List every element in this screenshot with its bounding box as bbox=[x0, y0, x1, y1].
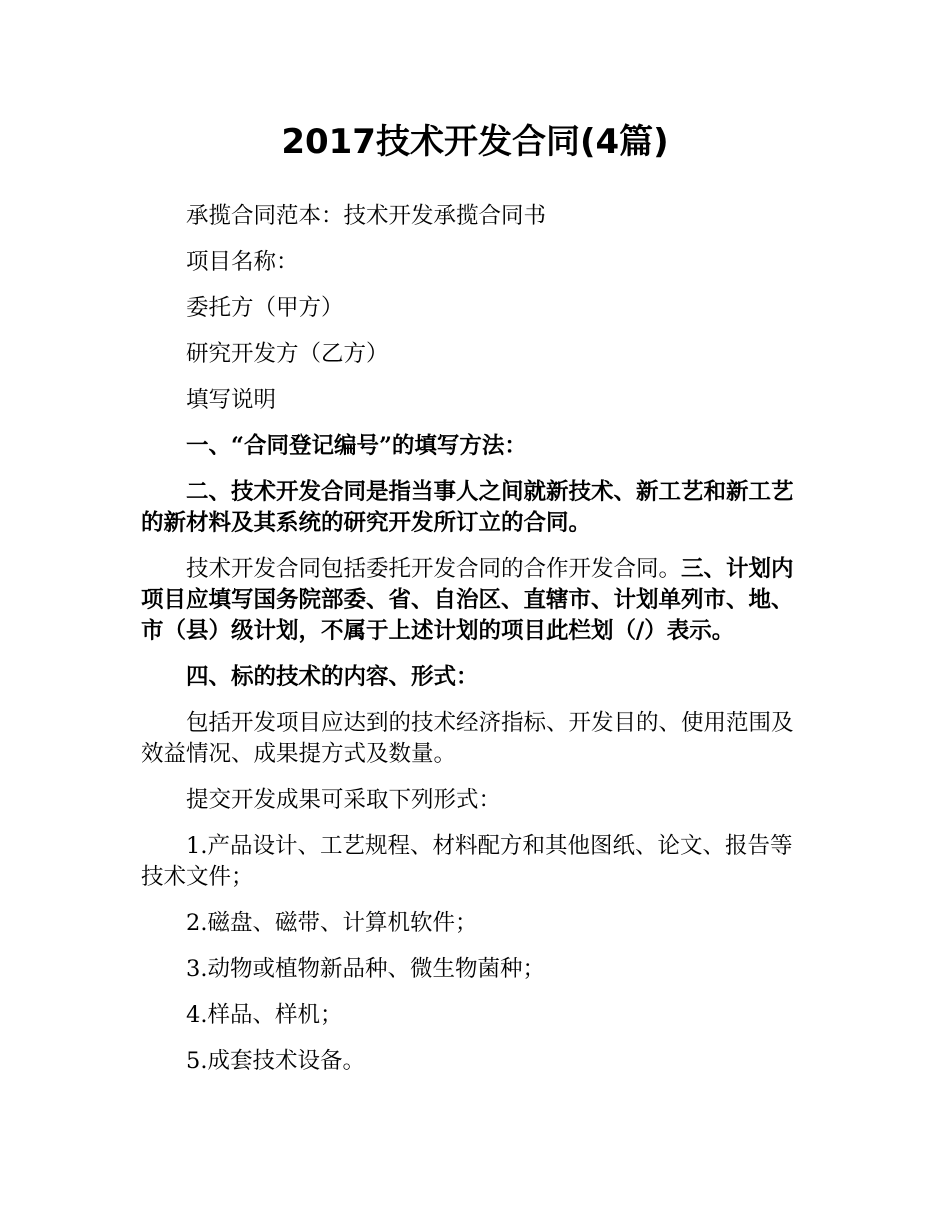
paragraph-result-forms: 提交开发成果可采取下列形式： bbox=[186, 787, 502, 813]
paragraph-party-a: 委托方（甲方） bbox=[186, 295, 344, 321]
section-heading-4: 四、标的技术的内容、形式： bbox=[186, 664, 479, 690]
paragraph-party-b: 研究开发方（乙方） bbox=[186, 341, 389, 367]
paragraph-project-name: 项目名称： bbox=[186, 249, 299, 275]
list-item-4: 4.样品、样机； bbox=[186, 1002, 343, 1028]
list-item-5: 5.成套技术设备。 bbox=[186, 1048, 365, 1074]
paragraph-content-scope: 包括开发项目应达到的技术经济指标、开发目的、使用范围及效益情况、成果提方式及数量。 bbox=[141, 710, 794, 767]
list-item-3: 3.动物或植物新品种、微生物菌种； bbox=[186, 956, 545, 982]
paragraph-fill-instructions: 填写说明 bbox=[186, 387, 277, 413]
paragraph-normal-part: 技术开发合同包括委托开发合同的合作开发合同。 bbox=[186, 556, 682, 582]
list-item-2: 2.磁盘、磁带、计算机软件； bbox=[186, 910, 478, 936]
paragraph-mixed-section-3 bbox=[141, 554, 811, 647]
list-item-1: 1.产品设计、工艺规程、材料配方和其他图纸、论文、报告等技术文件； bbox=[141, 833, 793, 890]
document-body bbox=[141, 201, 811, 1092]
section-heading-2: 二、技术开发合同是指当事人之间就新技术、新工艺和新工艺的新材料及其系统的研究开发所订立的合同。 bbox=[141, 479, 794, 536]
paragraph-contract-sample: 承揽合同范本：技术开发承揽合同书 bbox=[186, 203, 547, 229]
section-heading-3: 三、计划内项目应填写国务院部委、省、自治区、直辖市、计划单列市、地、市（县）级计划，不属于上述计划的项目此栏划（/）表示。 bbox=[141, 556, 794, 644]
section-heading-1: 一、“合同登记编号”的填写方法： bbox=[186, 433, 527, 459]
document-title: 2017技术开发合同(4篇) bbox=[281, 122, 669, 162]
